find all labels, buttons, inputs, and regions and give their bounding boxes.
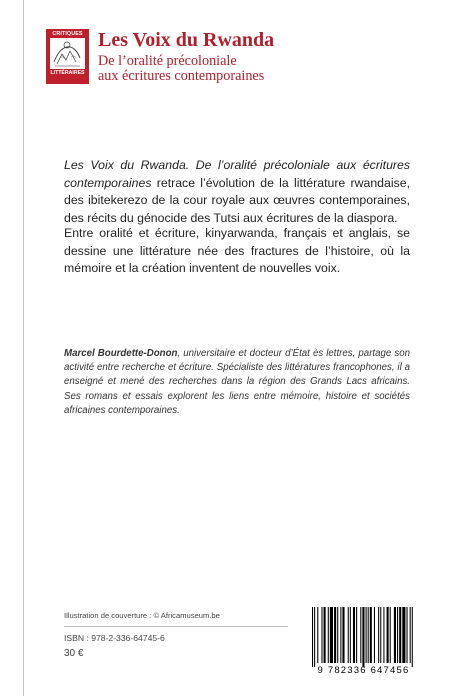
author-name: Marcel Bourdette-Donon <box>64 348 178 359</box>
blurb-title-italic: Les Voix du Rwanda. De l’oralité précoloniale aux écritures contemporaines <box>64 158 410 190</box>
blurb-paragraph-2: Entre oralité et écriture, kinyarwanda, français et anglais, se dessine une littérature née des fractures de l’histoire, où la mémoire et la création inventent de nouvelles voix. <box>64 226 410 276</box>
barcode-digits: 9 782336 647456 <box>317 665 410 676</box>
book-subtitle-line2: aux écritures contemporaines <box>98 68 265 84</box>
author-bio-text: , universitaire et docteur d’État ès lettres, partage son activité entre recherche et écriture. Spécialiste des littératures francophones, il a enseigné et mené des recherches dans la région des Grands Lacs africains. Ses romans et essais explorent les liens entre mémoire, histoire et sociétés africaines contemporaines. <box>64 348 410 416</box>
book-subtitle-line1: De l’oralité précoloniale <box>98 53 237 69</box>
sketch-drawing-icon <box>50 38 85 69</box>
price-text: 30 € <box>64 648 84 659</box>
logo-bottom-text: LITTÉRAIRES <box>50 70 85 76</box>
cover-illustration-credit: Illustration de couverture : © Africamuseum.be <box>64 611 220 620</box>
isbn-text: ISBN : 978-2-336-64745-6 <box>64 633 165 643</box>
publisher-series-logo <box>46 29 89 84</box>
logo-top-text: CRITIQUES <box>52 31 83 37</box>
spine-fold-line <box>23 0 24 696</box>
blurb-p1-text: retrace l’évolution de la littérature rwandaise, des ibitekerezo de la cour royale aux œuvres contemporaines, des récits du génocide des Tutsi aux écritures de la diaspora. <box>64 175 410 225</box>
footer-divider <box>64 626 288 627</box>
author-bio <box>64 347 410 418</box>
blurb-paragraph-1 <box>64 157 410 227</box>
book-title: Les Voix du Rwanda <box>98 29 275 51</box>
